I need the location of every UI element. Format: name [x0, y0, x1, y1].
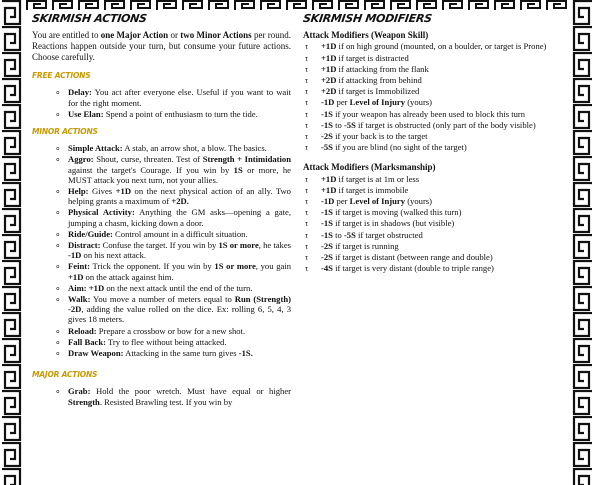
bold-text: -5S [321, 142, 333, 153]
weapon-skill-modifiers-list [303, 41, 560, 152]
free-actions-title: FREE ACTIONS [32, 71, 91, 81]
text-run: or [168, 30, 181, 41]
bold-text: Distract: [68, 240, 101, 251]
text-run: Spend a point of enthusiasm to turn the tide. [103, 108, 258, 119]
text-run: , you gain [255, 261, 291, 272]
bold-text: Use Elan: [68, 108, 104, 119]
list-item [321, 86, 560, 96]
text-run: if target is obstructed (only part of the body visible) [355, 119, 536, 130]
text-run: if target is in shadows (but visible) [332, 218, 455, 229]
bold-text: -1D [321, 196, 335, 207]
list-item [321, 252, 560, 262]
list-item [321, 109, 560, 119]
text-run: if attacking from behind [336, 75, 422, 86]
bold-text: Delay: [68, 87, 92, 98]
bold-text: -2S [321, 252, 333, 263]
bold-text: +1D [321, 173, 337, 184]
bold-text: Aim: [68, 282, 87, 293]
free-actions-list [32, 87, 291, 119]
marksmanship-modifiers-list [303, 174, 560, 274]
bold-text: -1S [321, 119, 333, 130]
bold-text: Strength + Intimidation [202, 154, 291, 165]
bold-text: +2D. [171, 196, 189, 207]
bold-text: 1S or more [218, 240, 259, 251]
text-run: Shout, curse, threaten. Test of [93, 154, 203, 165]
bold-text: +1D [321, 41, 337, 52]
text-run: if target is immobile [336, 184, 409, 195]
list-item [321, 75, 560, 85]
text-run: if target is moving (walked this turn) [332, 207, 462, 218]
text-run: if your back is to the target [332, 131, 428, 142]
bold-text: Strength [68, 396, 100, 407]
bold-text: -5S [343, 229, 356, 240]
list-item [68, 207, 291, 227]
bold-text: Feint: [68, 261, 90, 272]
text-run: if on high ground (mounted, on a boulder, or target is Prone) [336, 41, 547, 52]
bold-text: Ride/Guide: [68, 228, 113, 239]
list-item [68, 326, 291, 336]
bold-text: -1S [321, 207, 333, 218]
list-item [321, 53, 560, 63]
text-run: on the attack against him. [83, 271, 174, 282]
skirmish-actions-title: SKIRMISH ACTIONS [31, 12, 148, 25]
bold-text: Fall Back: [68, 336, 106, 347]
text-run: on the next attack until the end of the turn. [104, 282, 253, 293]
bold-text: Walk: [68, 294, 91, 305]
text-run: on his next attack. [81, 250, 147, 261]
list-item [68, 87, 291, 107]
text-run: You are entitled to [32, 30, 101, 41]
list-item [68, 283, 291, 293]
list-item [321, 174, 560, 184]
bold-text: +1D [68, 271, 84, 282]
text-run: against the target's Courage. If you win by [68, 164, 234, 175]
list-item [321, 230, 560, 240]
list-item [68, 154, 291, 185]
marksmanship-modifiers-heading: Attack Modifiers (Marksmanship) [303, 162, 436, 173]
list-item [68, 348, 291, 358]
text-run: if target is Immobilized [336, 86, 420, 97]
text-run: Hold the poor wretch. Must have equal or higher [90, 386, 291, 397]
bold-text: Draw Weapon: [68, 348, 124, 359]
text-run: Anything the GM asks—opening a gate, jumping a chasm, kicking down a door. [68, 207, 291, 228]
text-run: if attacking from the flank [336, 63, 429, 74]
list-item [321, 185, 560, 195]
bold-text: Level of Injury [349, 97, 406, 108]
list-item [321, 120, 560, 130]
bold-text: Level of Injury [349, 196, 406, 207]
bold-text: +2D [321, 86, 337, 97]
list-item [68, 337, 291, 347]
bold-text: two Minor Actions [180, 30, 252, 41]
bold-text: +1D [115, 186, 132, 197]
text-run: if target is distant (between range and double) [332, 252, 493, 263]
list-item [68, 229, 291, 239]
bold-text: -4S [321, 263, 333, 274]
text-run: if your weapon has already been used to block this turn [332, 108, 526, 119]
list-item [68, 109, 291, 119]
bold-text: -1S [321, 218, 333, 229]
list-item [68, 186, 291, 206]
text-run: Attacking in the same turn gives [123, 348, 239, 359]
bold-text: 1S or more [214, 261, 256, 272]
bold-text: Run (Strength) -2D [68, 294, 291, 315]
bold-text: -2S [321, 240, 333, 251]
bold-text: -2S [321, 131, 333, 142]
text-run: You move a number of meters equal to [90, 294, 235, 305]
list-item [321, 131, 560, 141]
bold-text: Simple Attack: [68, 143, 123, 154]
list-item [321, 41, 560, 51]
text-run: Try to flee without being attacked. [105, 336, 227, 347]
text-run: A stab, an arrow shot, a blow. The basics. [122, 143, 267, 154]
list-item [321, 196, 560, 206]
list-item [68, 294, 291, 325]
text-run: if target is at 1m or less [336, 173, 420, 184]
bold-text: -5S [343, 119, 356, 130]
bold-text: Reload: [68, 325, 97, 336]
text-run: per [334, 196, 350, 207]
list-item [321, 97, 560, 107]
list-item [321, 218, 560, 228]
list-item [321, 207, 560, 217]
bold-text: Grab: [68, 386, 91, 397]
left-border [0, 0, 22, 485]
text-run: Control amount in a difficult situation. [112, 228, 248, 239]
text-run: if target is distracted [336, 52, 409, 63]
bold-text: -1D [68, 250, 82, 261]
bold-text: +1D [321, 63, 337, 74]
text-run: if target is very distant (double to triple range) [332, 263, 494, 274]
major-actions-title: MAJOR ACTIONS [32, 370, 98, 380]
bold-text: +1D [88, 282, 105, 293]
text-run: (yours) [405, 97, 433, 108]
text-run: to [332, 229, 344, 240]
bold-text: +2D [321, 75, 337, 86]
text-run: to [332, 119, 344, 130]
text-run: You act after everyone else. Useful if you want to wait for the right moment. [68, 87, 291, 108]
text-run: , adding the value rolled on the dice. Ex: rolling 6, 5, 4, 3 gives 18 meters. [68, 304, 291, 325]
text-run: Prepare a crossbow or bow for a new shot. [96, 325, 246, 336]
list-item [321, 241, 560, 251]
list-item [68, 240, 291, 260]
bold-text: -1S [321, 229, 333, 240]
text-run: if target obstructed [355, 229, 423, 240]
bold-text: +1D [321, 52, 337, 63]
text-run: if you are blind (no sight of the target) [332, 142, 467, 153]
bold-text: Aggro: [68, 154, 94, 165]
text-run: Trick the opponent. If you win by [89, 261, 215, 272]
skirmish-modifiers-title: SKIRMISH MODIFIERS [302, 12, 433, 25]
right-column [303, 14, 560, 283]
right-border [572, 0, 594, 485]
list-item [68, 386, 291, 406]
left-column [32, 14, 291, 408]
text-run: on the next physical action of an ally. Two helping grants a maximum of [68, 186, 291, 207]
text-run: per [334, 97, 350, 108]
text-run: Gives [88, 186, 116, 197]
weapon-skill-modifiers-heading: Attack Modifiers (Weapon Skill) [303, 30, 429, 41]
list-item [321, 64, 560, 74]
minor-actions-list [32, 143, 291, 358]
text-run: (yours) [405, 196, 433, 207]
list-item [68, 143, 291, 153]
text-run: if target is running [332, 240, 399, 251]
bold-text: -1S [321, 108, 333, 119]
bold-text: Physical Activity: [68, 207, 135, 218]
bold-text: +1D [321, 184, 337, 195]
bold-text: one Major Action [100, 30, 169, 41]
minor-actions-title: MINOR ACTIONS [32, 127, 98, 137]
text-run: or more, he MUST attack you next turn, not your allies. [68, 164, 291, 185]
text-run: per round. Reactions happen outside your turn, but consume your future actions. Choose carefully. [32, 30, 292, 63]
list-item [321, 142, 560, 152]
bold-text: 1S [233, 164, 243, 175]
text-run: . Resisted Brawling test. If you win by [99, 396, 233, 407]
major-actions-list [32, 386, 291, 406]
intro-paragraph [32, 30, 291, 63]
text-run: , he takes [258, 240, 292, 251]
bold-text: -1D [321, 97, 335, 108]
top-border [0, 0, 594, 11]
list-item [68, 261, 291, 281]
bold-text: -1S. [238, 348, 253, 359]
list-item [321, 263, 560, 273]
text-run: Confuse the target. If you win by [100, 240, 219, 251]
bold-text: Help: [68, 186, 89, 197]
